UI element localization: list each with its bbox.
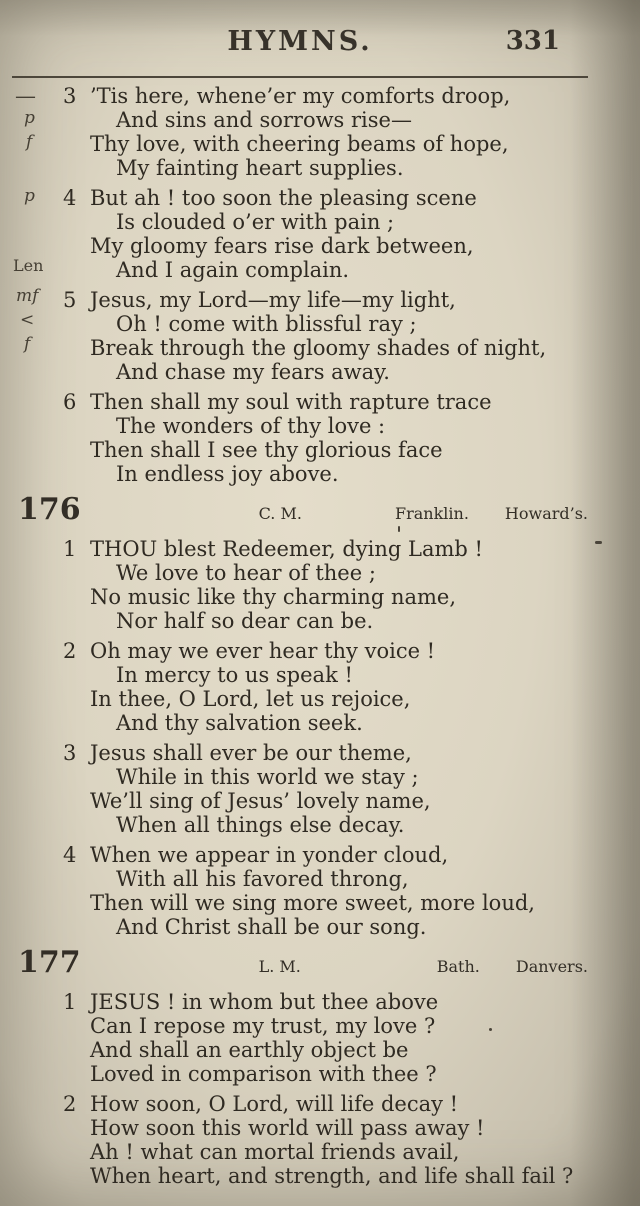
stanza-number: 5 xyxy=(63,288,77,312)
stanza xyxy=(63,639,610,735)
tune-name: Bath. xyxy=(436,957,480,976)
verse-line: Can I repose my trust, my love ? xyxy=(90,1014,436,1038)
verse-line: JESUS ! in whom but thee above xyxy=(90,990,439,1014)
stanza xyxy=(63,186,610,282)
margin-mark-piano: p xyxy=(24,108,35,128)
stanza xyxy=(63,843,610,939)
scan-speck xyxy=(398,526,400,532)
verse-line: We love to hear of thee ; xyxy=(116,561,376,585)
verse-line: And chase my fears away. xyxy=(116,360,390,384)
stanza-number: 2 xyxy=(63,639,77,663)
verse-line: And Christ shall be our song. xyxy=(116,915,427,939)
stanza xyxy=(63,288,610,384)
verse-line: But ah ! too soon the pleasing scene xyxy=(90,186,477,210)
hymn-header xyxy=(18,492,588,532)
verse-line: When we appear in yonder cloud, xyxy=(90,843,449,867)
verse-line: Thy love, with cheering beams of hope, xyxy=(90,132,509,156)
stanza-number: 3 xyxy=(63,84,77,108)
hymn-number: 176 xyxy=(18,492,81,527)
verse-line: Oh ! come with blissful ray ; xyxy=(116,312,417,336)
stanza xyxy=(63,990,610,1086)
verse-line: My fainting heart supplies. xyxy=(116,156,404,180)
verse-line: Then will we sing more sweet, more loud, xyxy=(90,891,535,915)
margin-mark-forte: f xyxy=(26,132,33,152)
verse-line: Break through the gloomy shades of night, xyxy=(90,336,547,360)
verse-line: And I again complain. xyxy=(116,258,350,282)
hymn-header xyxy=(18,945,588,985)
stanza-number: 4 xyxy=(63,186,77,210)
verse-line: Loved in comparison with thee ? xyxy=(90,1062,437,1086)
verse-line: The wonders of thy love : xyxy=(116,414,386,438)
verse-line: Jesus shall ever be our theme, xyxy=(90,741,412,765)
stanza xyxy=(63,537,610,633)
header-rule xyxy=(12,76,588,78)
verse-line: Ah ! what can mortal friends avail, xyxy=(90,1140,460,1164)
verse-line: When all things else decay. xyxy=(116,813,405,837)
margin-mark-dash: — xyxy=(15,84,34,108)
verse-line: When heart, and strength, and life shall fail ? xyxy=(90,1164,574,1188)
verse-line: While in this world we stay ; xyxy=(116,765,419,789)
verse-line: In endless joy above. xyxy=(116,462,339,486)
tune-name: Howard’s. xyxy=(504,504,588,523)
stanza xyxy=(63,390,610,486)
scan-speck xyxy=(489,1028,492,1031)
verse-line: And sins and sorrows rise— xyxy=(116,108,412,132)
hymn-tunes xyxy=(395,504,588,523)
verse-line: And shall an earthly object be xyxy=(90,1038,409,1062)
verse-line: In thee, O Lord, let us rejoice, xyxy=(90,687,411,711)
verse-line: ’Tis here, whene’er my comforts droop, xyxy=(90,84,511,108)
verse-line: THOU blest Redeemer, dying Lamb ! xyxy=(90,537,483,561)
stanza xyxy=(63,1092,610,1188)
stanza xyxy=(63,741,610,837)
verse-line: No music like thy charming name, xyxy=(90,585,457,609)
margin-mark-len: Len xyxy=(13,256,44,275)
scan-speck xyxy=(595,541,602,544)
verse-line: How soon, O Lord, will life decay ! xyxy=(90,1092,459,1116)
margin-mark-forte: f xyxy=(24,334,31,354)
verse-line: In mercy to us speak ! xyxy=(116,663,353,687)
tune-name: Danvers. xyxy=(515,957,588,976)
stanza-number: 6 xyxy=(63,390,77,414)
verse-line: With all his favored throng, xyxy=(116,867,409,891)
margin-mark-mezzoforte: mf xyxy=(16,286,39,306)
margin-mark-piano: p xyxy=(24,186,35,206)
margin-mark-crescendo: < xyxy=(20,310,35,330)
verse-line: Then shall I see thy glorious face xyxy=(90,438,443,462)
hymn-meter: L. M. xyxy=(258,957,301,976)
verse-line: Oh may we ever hear thy voice ! xyxy=(90,639,436,663)
stanza-number: 1 xyxy=(63,990,77,1014)
tune-name: Franklin. xyxy=(394,504,469,523)
stanza-number: 4 xyxy=(63,843,77,867)
stanza-number: 1 xyxy=(63,537,77,561)
hymn-number: 177 xyxy=(18,945,81,980)
verse-line: Nor half so dear can be. xyxy=(116,609,374,633)
verse-line: And thy salvation seek. xyxy=(116,711,363,735)
verse-line: How soon this world will pass away ! xyxy=(90,1116,485,1140)
page-number: 331 xyxy=(505,26,560,56)
verse-line: We’ll sing of Jesus’ lovely name, xyxy=(90,789,431,813)
verse-line: Is clouded o’er with pain ; xyxy=(116,210,395,234)
running-head-title: HYMNS. xyxy=(227,26,373,57)
page-header xyxy=(12,26,588,62)
verse-line: Jesus, my Lord—my life—my light, xyxy=(90,288,456,312)
stanza xyxy=(63,84,610,180)
stanza-number: 2 xyxy=(63,1092,77,1116)
verse-line: Then shall my soul with rapture trace xyxy=(90,390,492,414)
hymn-meter: C. M. xyxy=(258,504,302,523)
stanza-number: 3 xyxy=(63,741,77,765)
hymn-tunes xyxy=(437,957,588,976)
verse-line: My gloomy fears rise dark between, xyxy=(90,234,474,258)
